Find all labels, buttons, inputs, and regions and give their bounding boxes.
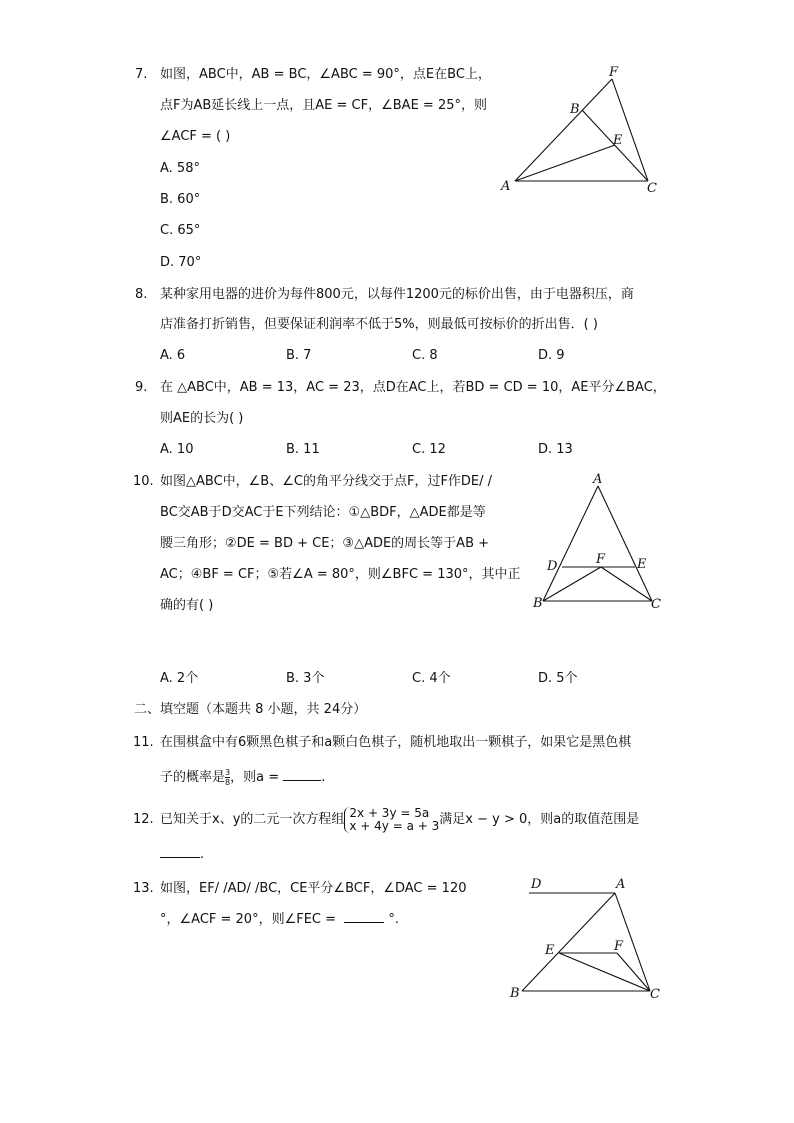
question-text-line: °，∠ACF = 20°，则∠FEC = °. bbox=[160, 912, 399, 927]
question-text-line: 已知关于x、y的二元一次方程组 2x + 3y = 5a x + 4y = a + 3 满足x − y > 0，则a的取值范围是 bbox=[160, 805, 640, 833]
label-a: A bbox=[593, 472, 603, 487]
segment-ec bbox=[559, 953, 650, 991]
option-d: D. 13 bbox=[538, 442, 573, 457]
question-text-line: 如图△ABC中，∠B、∠C的角平分线交于点F，过F作DE/ / bbox=[160, 474, 493, 489]
label-c: C bbox=[651, 597, 661, 612]
question-number: 11. bbox=[133, 735, 154, 750]
label-c: C bbox=[647, 181, 657, 196]
label-e: E bbox=[637, 557, 647, 572]
option-c: C. 8 bbox=[412, 348, 438, 363]
question-number: 7. bbox=[135, 67, 148, 82]
label-a: A bbox=[616, 877, 626, 892]
question-number: 13. bbox=[133, 881, 154, 896]
label-b: B bbox=[570, 102, 580, 117]
option-c: C. 12 bbox=[412, 442, 446, 457]
question-number: 10. bbox=[133, 474, 154, 489]
question-text-line: BC交AB于D交AC于E下列结论：①△BDF，△ADE都是等 bbox=[160, 505, 486, 520]
question-text-line: 确的有( ) bbox=[160, 598, 214, 613]
segment-fc bbox=[617, 953, 650, 991]
question-text-line: AC；④BF = CF；⑤若∠A = 80°，则∠BFC = 130°，其中正 bbox=[160, 567, 521, 582]
option-a: A. 10 bbox=[160, 442, 194, 457]
option-a: A. 6 bbox=[160, 348, 186, 363]
label-f: F bbox=[596, 552, 606, 567]
question-text-line: 在围棋盒中有6颗黑色棋子和a颗白色棋子，随机地取出一颗棋子，如果它是黑色棋 bbox=[160, 735, 632, 750]
option-c: C. 65° bbox=[160, 223, 201, 238]
segment-af bbox=[515, 79, 612, 181]
question-text-line: 点F为AB延长线上一点，且AE = CF，∠BAE = 25°，则 bbox=[160, 98, 487, 113]
segment-ab bbox=[543, 486, 598, 601]
option-a: A. 2个 bbox=[160, 671, 199, 686]
label-c: C bbox=[650, 987, 660, 1002]
option-a: A. 58° bbox=[160, 161, 200, 176]
option-b: B. 11 bbox=[286, 442, 320, 457]
option-c: C. 4个 bbox=[412, 671, 451, 686]
segment-ae bbox=[515, 145, 615, 181]
label-f: F bbox=[609, 65, 619, 80]
question-text-line: 某种家用电器的进价为每件800元，以每件1200元的标价出售，由于电器积压，商 bbox=[160, 287, 634, 302]
option-b: B. 60° bbox=[160, 192, 201, 207]
question-text-line: 腰三角形；②DE = BD + CE；③△ADE的周长等于AB + bbox=[160, 536, 490, 551]
option-d: D. 5个 bbox=[538, 671, 578, 686]
fraction: $\frac{3}{8}$ bbox=[225, 768, 231, 787]
option-b: B. 7 bbox=[286, 348, 312, 363]
label-f: F bbox=[614, 939, 624, 954]
segment-fc bbox=[612, 79, 648, 181]
question-text-line: 在 △ABC中，AB = 13，AC = 23，点D在AC上，若BD = CD = 10，AE平分∠BAC， bbox=[160, 380, 666, 395]
option-b: B. 3个 bbox=[286, 671, 325, 686]
segment-ab bbox=[522, 893, 615, 991]
q10-figure bbox=[530, 470, 670, 615]
question-number: 12. bbox=[133, 812, 154, 827]
option-d: D. 9 bbox=[538, 348, 565, 363]
q7-figure bbox=[495, 65, 670, 200]
label-e: E bbox=[613, 133, 623, 148]
answer-blank[interactable] bbox=[160, 857, 200, 858]
label-b: B bbox=[533, 596, 543, 611]
question-text-line: 如图，ABC中，AB = BC，∠ABC = 90°，点E在BC上， bbox=[160, 67, 491, 82]
question-text-line: 子的概率是 $\frac{3}{8}$ ，则a = . bbox=[160, 768, 326, 787]
question-text-line: 店准备打折销售，但要保证利润率不低于5%，则最低可按标价的折出售．( ) bbox=[160, 317, 598, 332]
segment-ac bbox=[598, 486, 652, 601]
label-a: A bbox=[501, 179, 511, 194]
section-title: 二、填空题（本题共 8 小题，共 24分） bbox=[134, 702, 367, 717]
label-e: E bbox=[545, 943, 555, 958]
option-d: D. 70° bbox=[160, 255, 202, 270]
answer-blank[interactable] bbox=[283, 780, 321, 781]
question-number: 8. bbox=[135, 287, 148, 302]
question-text-line: 则AE的长为( ) bbox=[160, 411, 244, 426]
label-d: D bbox=[547, 559, 558, 574]
answer-blank[interactable] bbox=[344, 922, 384, 923]
question-text-line: ∠ACF = ( ) bbox=[160, 129, 231, 144]
label-b: B bbox=[510, 986, 520, 1001]
q13-figure bbox=[505, 875, 670, 1005]
label-d: D bbox=[531, 877, 542, 892]
question-text-line: . bbox=[160, 846, 204, 864]
equation-system: 2x + 3y = 5a x + 4y = a + 3 bbox=[344, 807, 439, 833]
question-number: 9. bbox=[135, 380, 148, 395]
question-text-line: 如图，EF/ /AD/ /BC，CE平分∠BCF，∠DAC = 120 bbox=[160, 881, 467, 896]
